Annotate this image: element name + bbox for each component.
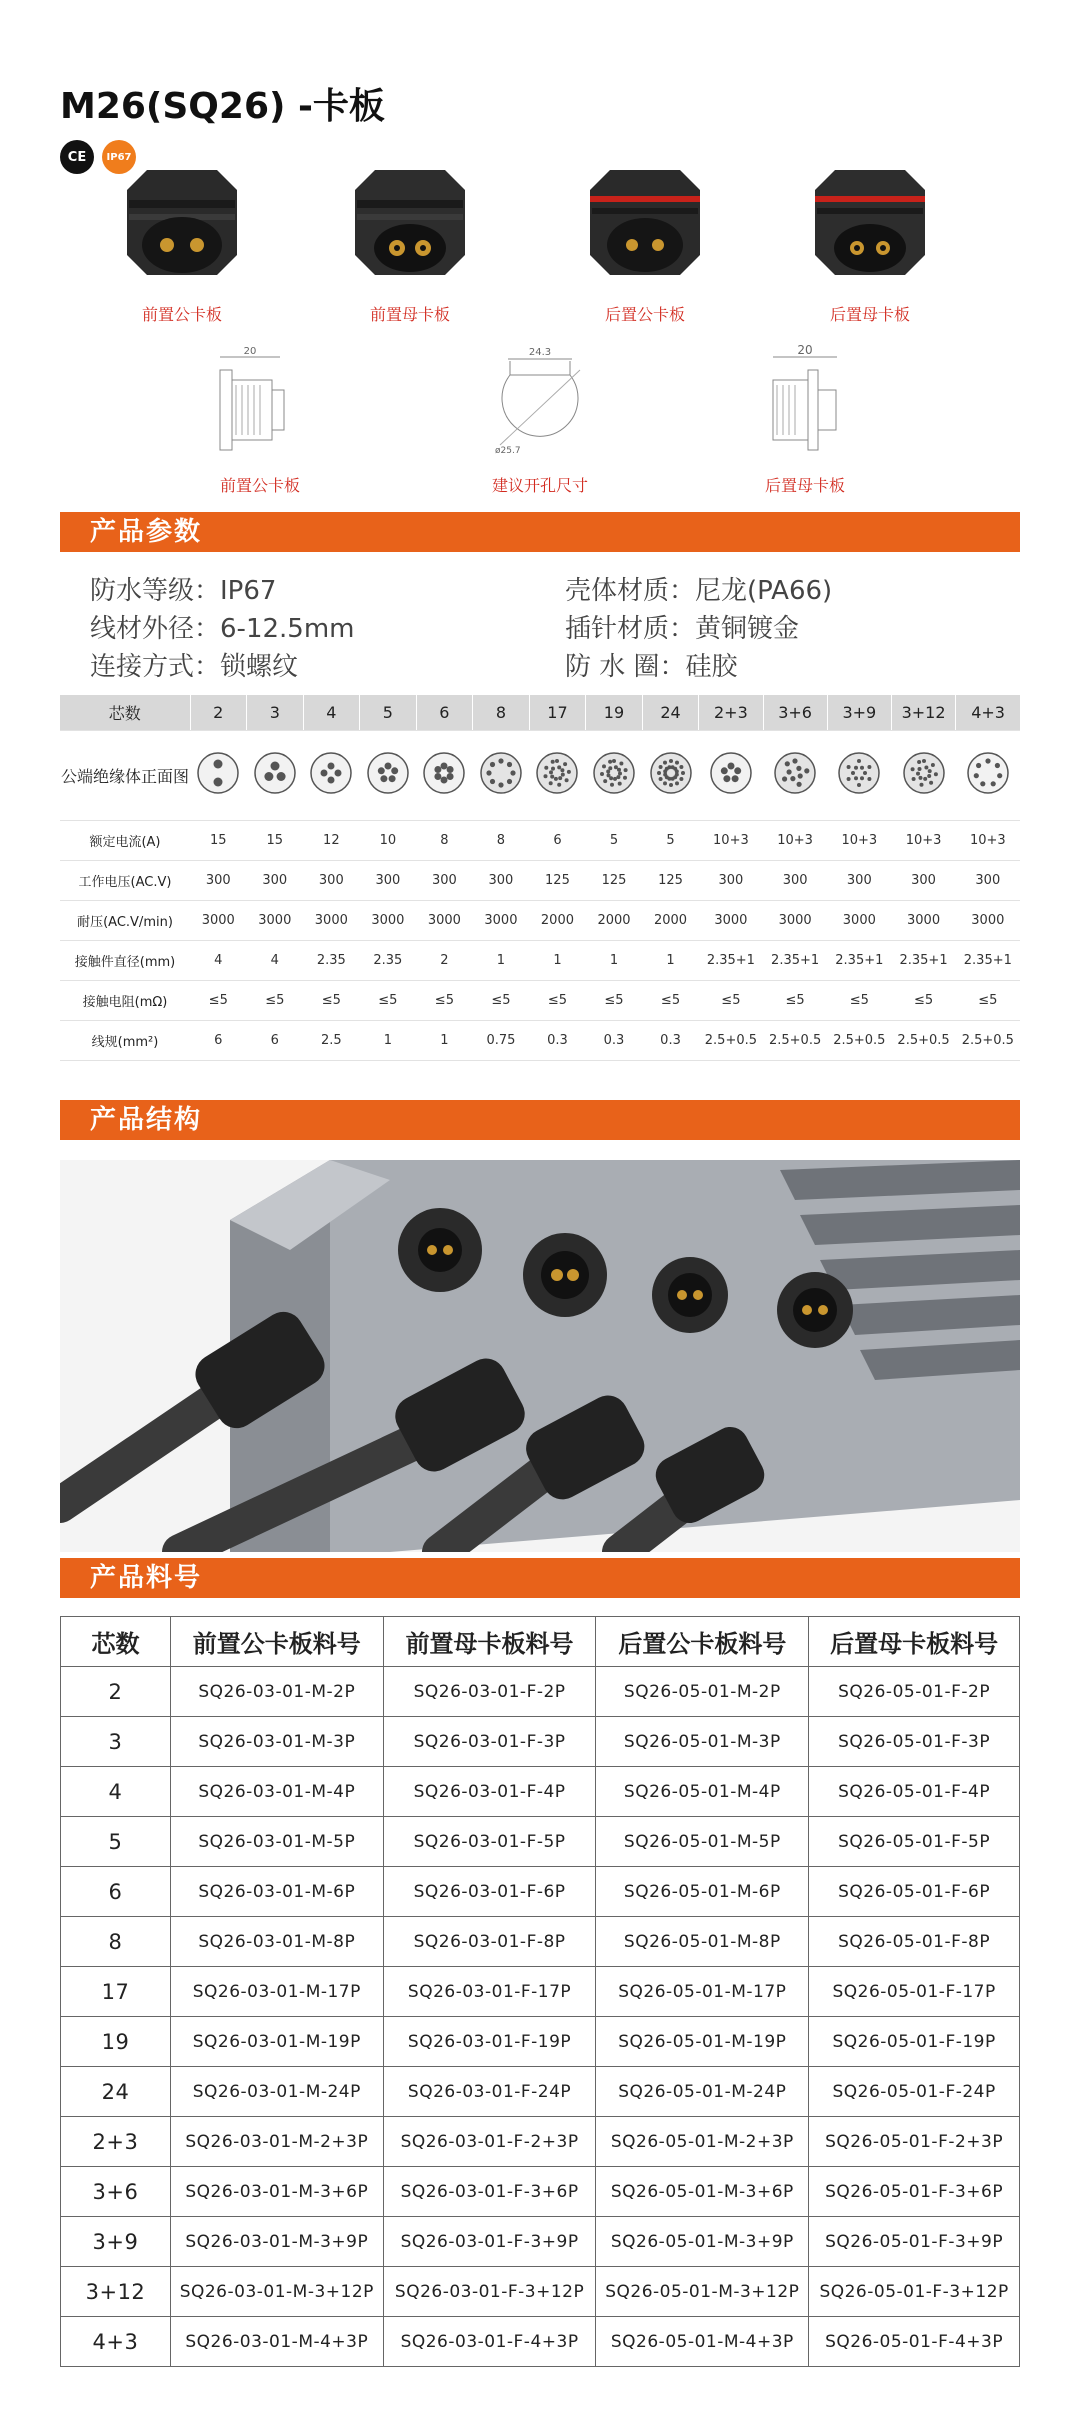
pin-face-icon: [360, 730, 417, 820]
part-number-cell: SQ26-03-01-F-4+3P: [383, 2317, 596, 2367]
connector-photo: [335, 160, 485, 290]
product-caption: 前置母卡板: [369, 305, 450, 324]
parts-core-cell: 3: [61, 1717, 171, 1767]
spec-cell: ≤5: [891, 980, 955, 1020]
spec-cell: ≤5: [956, 980, 1020, 1020]
part-number-cell: SQ26-03-01-F-2P: [383, 1667, 596, 1717]
spec-cell: 2.5: [303, 1020, 360, 1060]
pin-face-icon: [416, 730, 473, 820]
part-number-cell: SQ26-05-01-F-4P: [809, 1767, 1020, 1817]
spec-cell: 3000: [360, 900, 417, 940]
spec-row-label: 公端绝缘体正面图: [60, 730, 190, 820]
part-number-cell: SQ26-03-01-F-2+3P: [383, 2117, 596, 2167]
side-view-drawing: [160, 345, 360, 465]
spec-cell: 1: [529, 940, 586, 980]
part-number-cell: SQ26-05-01-F-4+3P: [809, 2317, 1020, 2367]
spec-cell: 3000: [416, 900, 473, 940]
part-number-cell: SQ26-03-01-F-19P: [383, 2017, 596, 2067]
part-number-cell: SQ26-05-01-M-8P: [596, 1917, 809, 1967]
part-number-cell: SQ26-03-01-F-4P: [383, 1767, 596, 1817]
product-caption: 前置公卡板: [141, 305, 222, 324]
part-number-cell: SQ26-03-01-M-8P: [170, 1917, 383, 1967]
spec-cell: 2.5+0.5: [827, 1020, 891, 1060]
part-number-cell: SQ26-03-01-F-24P: [383, 2067, 596, 2117]
spec-cell: 300: [891, 860, 955, 900]
part-number-cell: SQ26-03-01-F-3+12P: [383, 2267, 596, 2317]
parts-header-cell: 后置公卡板料号: [596, 1617, 809, 1667]
spec-cell: ≤5: [473, 980, 530, 1020]
drawing-rear-female: [705, 345, 905, 496]
spec-row-label: 接触电阻(mΩ): [60, 980, 190, 1020]
part-number-cell: SQ26-03-01-F-6P: [383, 1867, 596, 1917]
spec-core-header: 8: [473, 695, 530, 730]
spec-cell: 125: [586, 860, 643, 900]
part-number-cell: SQ26-05-01-F-3P: [809, 1717, 1020, 1767]
spec-table: [60, 695, 1020, 1061]
spec-cell: 2.35: [360, 940, 417, 980]
spec-cell: ≤5: [303, 980, 360, 1020]
spec-core-header: 3+6: [763, 695, 827, 730]
spec-cell: 6: [529, 820, 586, 860]
spec-core-header: 17: [529, 695, 586, 730]
spec-cell: ≤5: [190, 980, 247, 1020]
part-number-cell: SQ26-05-01-F-5P: [809, 1817, 1020, 1867]
spec-header-label: 芯数: [60, 695, 190, 730]
spec-cell: ≤5: [247, 980, 304, 1020]
part-number-cell: SQ26-05-01-M-24P: [596, 2067, 809, 2117]
table-row: [61, 1967, 1020, 2017]
connector-photo: [570, 160, 720, 290]
part-number-cell: SQ26-03-01-M-4P: [170, 1767, 383, 1817]
parts-core-cell: 4: [61, 1767, 171, 1817]
param-row: 连接方式：锁螺纹: [90, 652, 299, 682]
parts-header-cell: 后置母卡板料号: [809, 1617, 1020, 1667]
spec-cell: 12: [303, 820, 360, 860]
part-number-cell: SQ26-03-01-M-3P: [170, 1717, 383, 1767]
spec-data-row: [60, 860, 1020, 900]
spec-cell: ≤5: [416, 980, 473, 1020]
spec-cell: 1: [642, 940, 699, 980]
parts-header-cell: 前置公卡板料号: [170, 1617, 383, 1667]
hole-drawing: [440, 345, 640, 465]
table-row: [61, 1867, 1020, 1917]
spec-cell: 300: [360, 860, 417, 900]
spec-cell: 300: [827, 860, 891, 900]
pin-face-icon: [763, 730, 827, 820]
spec-cell: ≤5: [586, 980, 643, 1020]
parts-header-row: [61, 1617, 1020, 1667]
part-number-cell: SQ26-05-01-F-19P: [809, 2017, 1020, 2067]
param-row: 线材外径：6-12.5mm: [90, 614, 355, 644]
spec-cell: 300: [473, 860, 530, 900]
spec-cell: 10: [360, 820, 417, 860]
spec-cell: 300: [699, 860, 763, 900]
parts-core-cell: 24: [61, 2067, 171, 2117]
spec-cell: 10+3: [699, 820, 763, 860]
spec-cell: 0.3: [642, 1020, 699, 1060]
product-front-female: [320, 160, 500, 325]
param-row: 插针材质：黄铜镀金: [565, 614, 800, 644]
pin-face-icon: [247, 730, 304, 820]
parts-core-cell: 8: [61, 1917, 171, 1967]
table-row: [61, 1767, 1020, 1817]
parts-core-cell: 3+12: [61, 2267, 171, 2317]
parts-core-cell: 6: [61, 1867, 171, 1917]
table-row: [61, 1917, 1020, 1967]
section-parts-header: 产品料号: [60, 1558, 1020, 1598]
part-number-cell: SQ26-05-01-M-3+12P: [596, 2267, 809, 2317]
part-number-cell: SQ26-03-01-M-4+3P: [170, 2317, 383, 2367]
spec-row-label: 耐压(AC.V/min): [60, 900, 190, 940]
spec-cell: 2.35+1: [891, 940, 955, 980]
spec-cell: 300: [416, 860, 473, 900]
section-structure-header: 产品结构: [60, 1100, 1020, 1140]
product-front-male: [92, 160, 272, 325]
spec-row-label: 接触件直径(mm): [60, 940, 190, 980]
pin-face-icon: [699, 730, 763, 820]
spec-cell: 0.3: [586, 1020, 643, 1060]
part-number-cell: SQ26-05-01-F-17P: [809, 1967, 1020, 2017]
spec-cell: 2: [416, 940, 473, 980]
spec-cell: 3000: [827, 900, 891, 940]
pin-face-icon: [529, 730, 586, 820]
part-number-cell: SQ26-03-01-M-24P: [170, 2067, 383, 2117]
params-right: [565, 572, 832, 686]
spec-cell: ≤5: [827, 980, 891, 1020]
spec-data-row: [60, 900, 1020, 940]
part-number-cell: SQ26-03-01-M-3+9P: [170, 2217, 383, 2267]
parts-core-cell: 2+3: [61, 2117, 171, 2167]
spec-cell: 300: [247, 860, 304, 900]
part-number-cell: SQ26-05-01-M-4P: [596, 1767, 809, 1817]
ce-mark-icon: CE: [60, 140, 94, 174]
spec-cell: 2.5+0.5: [699, 1020, 763, 1060]
part-number-cell: SQ26-03-01-M-2P: [170, 1667, 383, 1717]
parts-table: [60, 1616, 1020, 2367]
spec-cell: ≤5: [360, 980, 417, 1020]
spec-cell: 3000: [699, 900, 763, 940]
spec-cell: 2.5+0.5: [891, 1020, 955, 1060]
spec-core-header: 6: [416, 695, 473, 730]
drawing-dim: 20: [797, 345, 813, 357]
drawing-caption: 后置母卡板: [764, 476, 845, 495]
part-number-cell: SQ26-05-01-M-5P: [596, 1817, 809, 1867]
part-number-cell: SQ26-05-01-F-2+3P: [809, 2117, 1020, 2167]
part-number-cell: SQ26-03-01-F-8P: [383, 1917, 596, 1967]
spec-core-header: 3: [247, 695, 304, 730]
table-row: [61, 2217, 1020, 2267]
spec-cell: 2.35+1: [699, 940, 763, 980]
drawing-dim: ø25.7: [495, 446, 521, 456]
part-number-cell: SQ26-03-01-M-3+12P: [170, 2267, 383, 2317]
parts-core-cell: 19: [61, 2017, 171, 2067]
spec-cell: ≤5: [642, 980, 699, 1020]
spec-cell: 2.35+1: [827, 940, 891, 980]
spec-cell: 3000: [303, 900, 360, 940]
part-number-cell: SQ26-05-01-M-4+3P: [596, 2317, 809, 2367]
part-number-cell: SQ26-03-01-F-3+9P: [383, 2217, 596, 2267]
drawing-caption: 建议开孔尺寸: [491, 476, 588, 495]
table-row: [61, 2067, 1020, 2117]
parts-core-cell: 17: [61, 1967, 171, 2017]
spec-cell: 1: [473, 940, 530, 980]
spec-cell: 4: [247, 940, 304, 980]
param-row: 防 水 圈：硅胶: [565, 652, 738, 682]
section-params-header: 产品参数: [60, 512, 1020, 552]
drawing-front-male: [160, 345, 360, 496]
part-number-cell: SQ26-05-01-M-3P: [596, 1717, 809, 1767]
spec-core-header: 4: [303, 695, 360, 730]
parts-core-cell: 5: [61, 1817, 171, 1867]
spec-core-header: 24: [642, 695, 699, 730]
drawing-dim: 24.3: [528, 347, 552, 358]
spec-core-header: 3+12: [891, 695, 955, 730]
product-caption: 后置母卡板: [829, 305, 910, 324]
spec-data-row: [60, 1020, 1020, 1060]
pin-face-icon: [303, 730, 360, 820]
table-row: [61, 2167, 1020, 2217]
table-row: [61, 1717, 1020, 1767]
part-number-cell: SQ26-05-01-M-3+9P: [596, 2217, 809, 2267]
spec-cell: 4: [190, 940, 247, 980]
part-number-cell: SQ26-05-01-M-3+6P: [596, 2167, 809, 2217]
spec-cell: 2.35+1: [763, 940, 827, 980]
spec-cell: 2.35+1: [956, 940, 1020, 980]
spec-cell: 1: [416, 1020, 473, 1060]
spec-row-label: 额定电流(A): [60, 820, 190, 860]
part-number-cell: SQ26-05-01-M-2P: [596, 1667, 809, 1717]
spec-core-header: 5: [360, 695, 417, 730]
part-number-cell: SQ26-05-01-M-2+3P: [596, 2117, 809, 2167]
drawing-caption: 前置公卡板: [219, 476, 300, 495]
spec-row-label: 线规(mm²): [60, 1020, 190, 1060]
spec-cell: 125: [642, 860, 699, 900]
spec-cell: 15: [247, 820, 304, 860]
param-row: 防水等级：IP67: [90, 576, 277, 606]
spec-cell: 10+3: [827, 820, 891, 860]
page-title: M26(SQ26) -卡板: [60, 86, 385, 127]
spec-cell: 1: [586, 940, 643, 980]
spec-cell: 3000: [956, 900, 1020, 940]
spec-cell: 2.5+0.5: [763, 1020, 827, 1060]
spec-cell: 10+3: [763, 820, 827, 860]
table-row: [61, 1817, 1020, 1867]
part-number-cell: SQ26-03-01-F-3P: [383, 1717, 596, 1767]
spec-cell: 2000: [642, 900, 699, 940]
spec-cell: 3000: [891, 900, 955, 940]
connector-photo: [795, 160, 945, 290]
spec-cell: 2.5+0.5: [956, 1020, 1020, 1060]
params-left: [90, 572, 354, 686]
parts-header-cell: 芯数: [61, 1617, 171, 1667]
spec-cell: 5: [642, 820, 699, 860]
part-number-cell: SQ26-03-01-F-17P: [383, 1967, 596, 2017]
param-row: 壳体材质：尼龙(PA66): [565, 576, 833, 606]
table-row: [61, 2267, 1020, 2317]
spec-pins-row: [60, 730, 1020, 820]
spec-cell: ≤5: [699, 980, 763, 1020]
spec-header-row: [60, 695, 1020, 730]
pin-face-icon: [190, 730, 247, 820]
spec-cell: 300: [956, 860, 1020, 900]
spec-cell: 15: [190, 820, 247, 860]
spec-cell: 300: [190, 860, 247, 900]
part-number-cell: SQ26-05-01-M-6P: [596, 1867, 809, 1917]
spec-core-header: 4+3: [956, 695, 1020, 730]
parts-core-cell: 4+3: [61, 2317, 171, 2367]
spec-cell: 5: [586, 820, 643, 860]
table-row: [61, 1667, 1020, 1717]
spec-cell: 3000: [190, 900, 247, 940]
pin-face-icon: [827, 730, 891, 820]
part-number-cell: SQ26-03-01-M-3+6P: [170, 2167, 383, 2217]
spec-cell: 125: [529, 860, 586, 900]
spec-cell: 6: [190, 1020, 247, 1060]
spec-cell: 6: [247, 1020, 304, 1060]
spec-cell: 300: [763, 860, 827, 900]
pin-face-icon: [473, 730, 530, 820]
spec-data-row: [60, 940, 1020, 980]
spec-cell: 3000: [763, 900, 827, 940]
spec-cell: 0.75: [473, 1020, 530, 1060]
spec-core-header: 19: [586, 695, 643, 730]
part-number-cell: SQ26-05-01-M-19P: [596, 2017, 809, 2067]
part-number-cell: SQ26-03-01-M-17P: [170, 1967, 383, 2017]
spec-core-header: 3+9: [827, 695, 891, 730]
structure-photo: [60, 1160, 1020, 1552]
table-row: [61, 2017, 1020, 2067]
spec-cell: ≤5: [529, 980, 586, 1020]
spec-row-label: 工作电压(AC.V): [60, 860, 190, 900]
spec-cell: 3000: [247, 900, 304, 940]
spec-cell: 0.3: [529, 1020, 586, 1060]
drawing-hole: [440, 345, 640, 496]
pin-face-icon: [642, 730, 699, 820]
connector-photo: [107, 160, 257, 290]
side-view-drawing: [705, 345, 905, 465]
pin-face-icon: [586, 730, 643, 820]
product-rear-female: [780, 160, 960, 325]
parts-core-cell: 2: [61, 1667, 171, 1717]
spec-cell: 8: [416, 820, 473, 860]
product-caption: 后置公卡板: [604, 305, 685, 324]
parts-core-cell: 3+9: [61, 2217, 171, 2267]
part-number-cell: SQ26-03-01-M-5P: [170, 1817, 383, 1867]
product-rear-male: [555, 160, 735, 325]
parts-core-cell: 3+6: [61, 2167, 171, 2217]
part-number-cell: SQ26-03-01-F-3+6P: [383, 2167, 596, 2217]
part-number-cell: SQ26-05-01-F-3+9P: [809, 2217, 1020, 2267]
spec-cell: ≤5: [763, 980, 827, 1020]
spec-data-row: [60, 980, 1020, 1020]
part-number-cell: SQ26-05-01-F-24P: [809, 2067, 1020, 2117]
part-number-cell: SQ26-05-01-F-8P: [809, 1917, 1020, 1967]
spec-cell: 2000: [586, 900, 643, 940]
spec-cell: 2000: [529, 900, 586, 940]
table-row: [61, 2317, 1020, 2367]
part-number-cell: SQ26-05-01-F-6P: [809, 1867, 1020, 1917]
part-number-cell: SQ26-03-01-M-19P: [170, 2017, 383, 2067]
part-number-cell: SQ26-03-01-F-5P: [383, 1817, 596, 1867]
table-row: [61, 2117, 1020, 2167]
part-number-cell: SQ26-05-01-F-3+6P: [809, 2167, 1020, 2217]
spec-cell: 3000: [473, 900, 530, 940]
spec-cell: 10+3: [956, 820, 1020, 860]
ip67-badge-icon: IP67: [102, 140, 136, 174]
part-number-cell: SQ26-03-01-M-2+3P: [170, 2117, 383, 2167]
spec-core-header: 2+3: [699, 695, 763, 730]
spec-cell: 8: [473, 820, 530, 860]
spec-cell: 10+3: [891, 820, 955, 860]
parts-header-cell: 前置母卡板料号: [383, 1617, 596, 1667]
part-number-cell: SQ26-03-01-M-6P: [170, 1867, 383, 1917]
pin-face-icon: [956, 730, 1020, 820]
drawing-dim: 20: [243, 346, 257, 357]
spec-data-row: [60, 820, 1020, 860]
part-number-cell: SQ26-05-01-F-2P: [809, 1667, 1020, 1717]
spec-cell: 1: [360, 1020, 417, 1060]
pin-face-icon: [891, 730, 955, 820]
spec-cell: 300: [303, 860, 360, 900]
part-number-cell: SQ26-05-01-F-3+12P: [809, 2267, 1020, 2317]
spec-core-header: 2: [190, 695, 247, 730]
spec-cell: 2.35: [303, 940, 360, 980]
part-number-cell: SQ26-05-01-M-17P: [596, 1967, 809, 2017]
